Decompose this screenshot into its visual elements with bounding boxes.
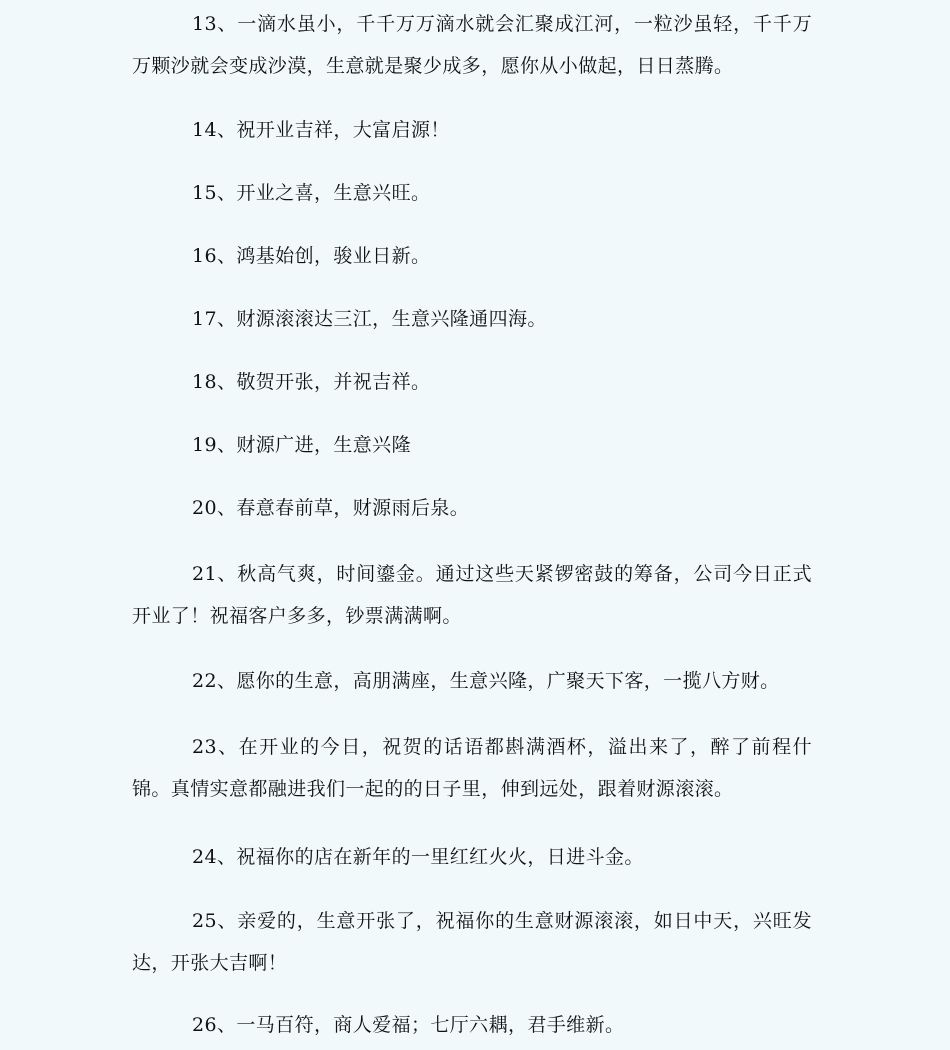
paragraph-19: 19、财源广进，生意兴隆	[192, 434, 411, 456]
paragraph-22: 22、愿你的生意，高朋满座，生意兴隆，广聚天下客，一揽八方财。	[192, 670, 780, 692]
paragraph-13: 13、一滴水虽小，千千万万滴水就会汇聚成江河，一粒沙虽轻，千千万万颗沙就会变成沙漠，生意就是聚少成多，愿你从小做起，日日蒸腾。	[132, 13, 812, 77]
paragraph-14: 14、祝开业吉祥，大富启源！	[192, 119, 450, 141]
paragraph-25: 25、亲爱的，生意开张了，祝福你的生意财源滚滚，如日中天，兴旺发达，开张大吉啊！	[132, 910, 812, 974]
paragraph-20: 20、春意春前草，财源雨后泉。	[192, 497, 470, 519]
paragraph-24: 24、祝福你的店在新年的一里红红火火，日进斗金。	[192, 846, 644, 868]
paragraph-17: 17、财源滚滚达三江，生意兴隆通四海。	[192, 308, 547, 330]
paragraph-23: 23、在开业的今日，祝贺的话语都斟满酒杯，溢出来了，醉了前程什锦。真情实意都融进我们一起的的日子里，伸到远处，跟着财源滚滚。	[132, 736, 812, 800]
paragraph-18: 18、敬贺开张，并祝吉祥。	[192, 371, 431, 393]
paragraph-15: 15、开业之喜，生意兴旺。	[192, 182, 431, 204]
paragraph-21: 21、秋高气爽，时间鎏金。通过这些天紧锣密鼓的筹备，公司今日正式开业了！祝福客户多多，钞票满满啊。	[132, 563, 812, 627]
paragraph-26: 26、一马百符，商人爱福；七厅六耦，君手维新。	[192, 1014, 625, 1036]
paragraph-16: 16、鸿基始创，骏业日新。	[192, 245, 431, 267]
